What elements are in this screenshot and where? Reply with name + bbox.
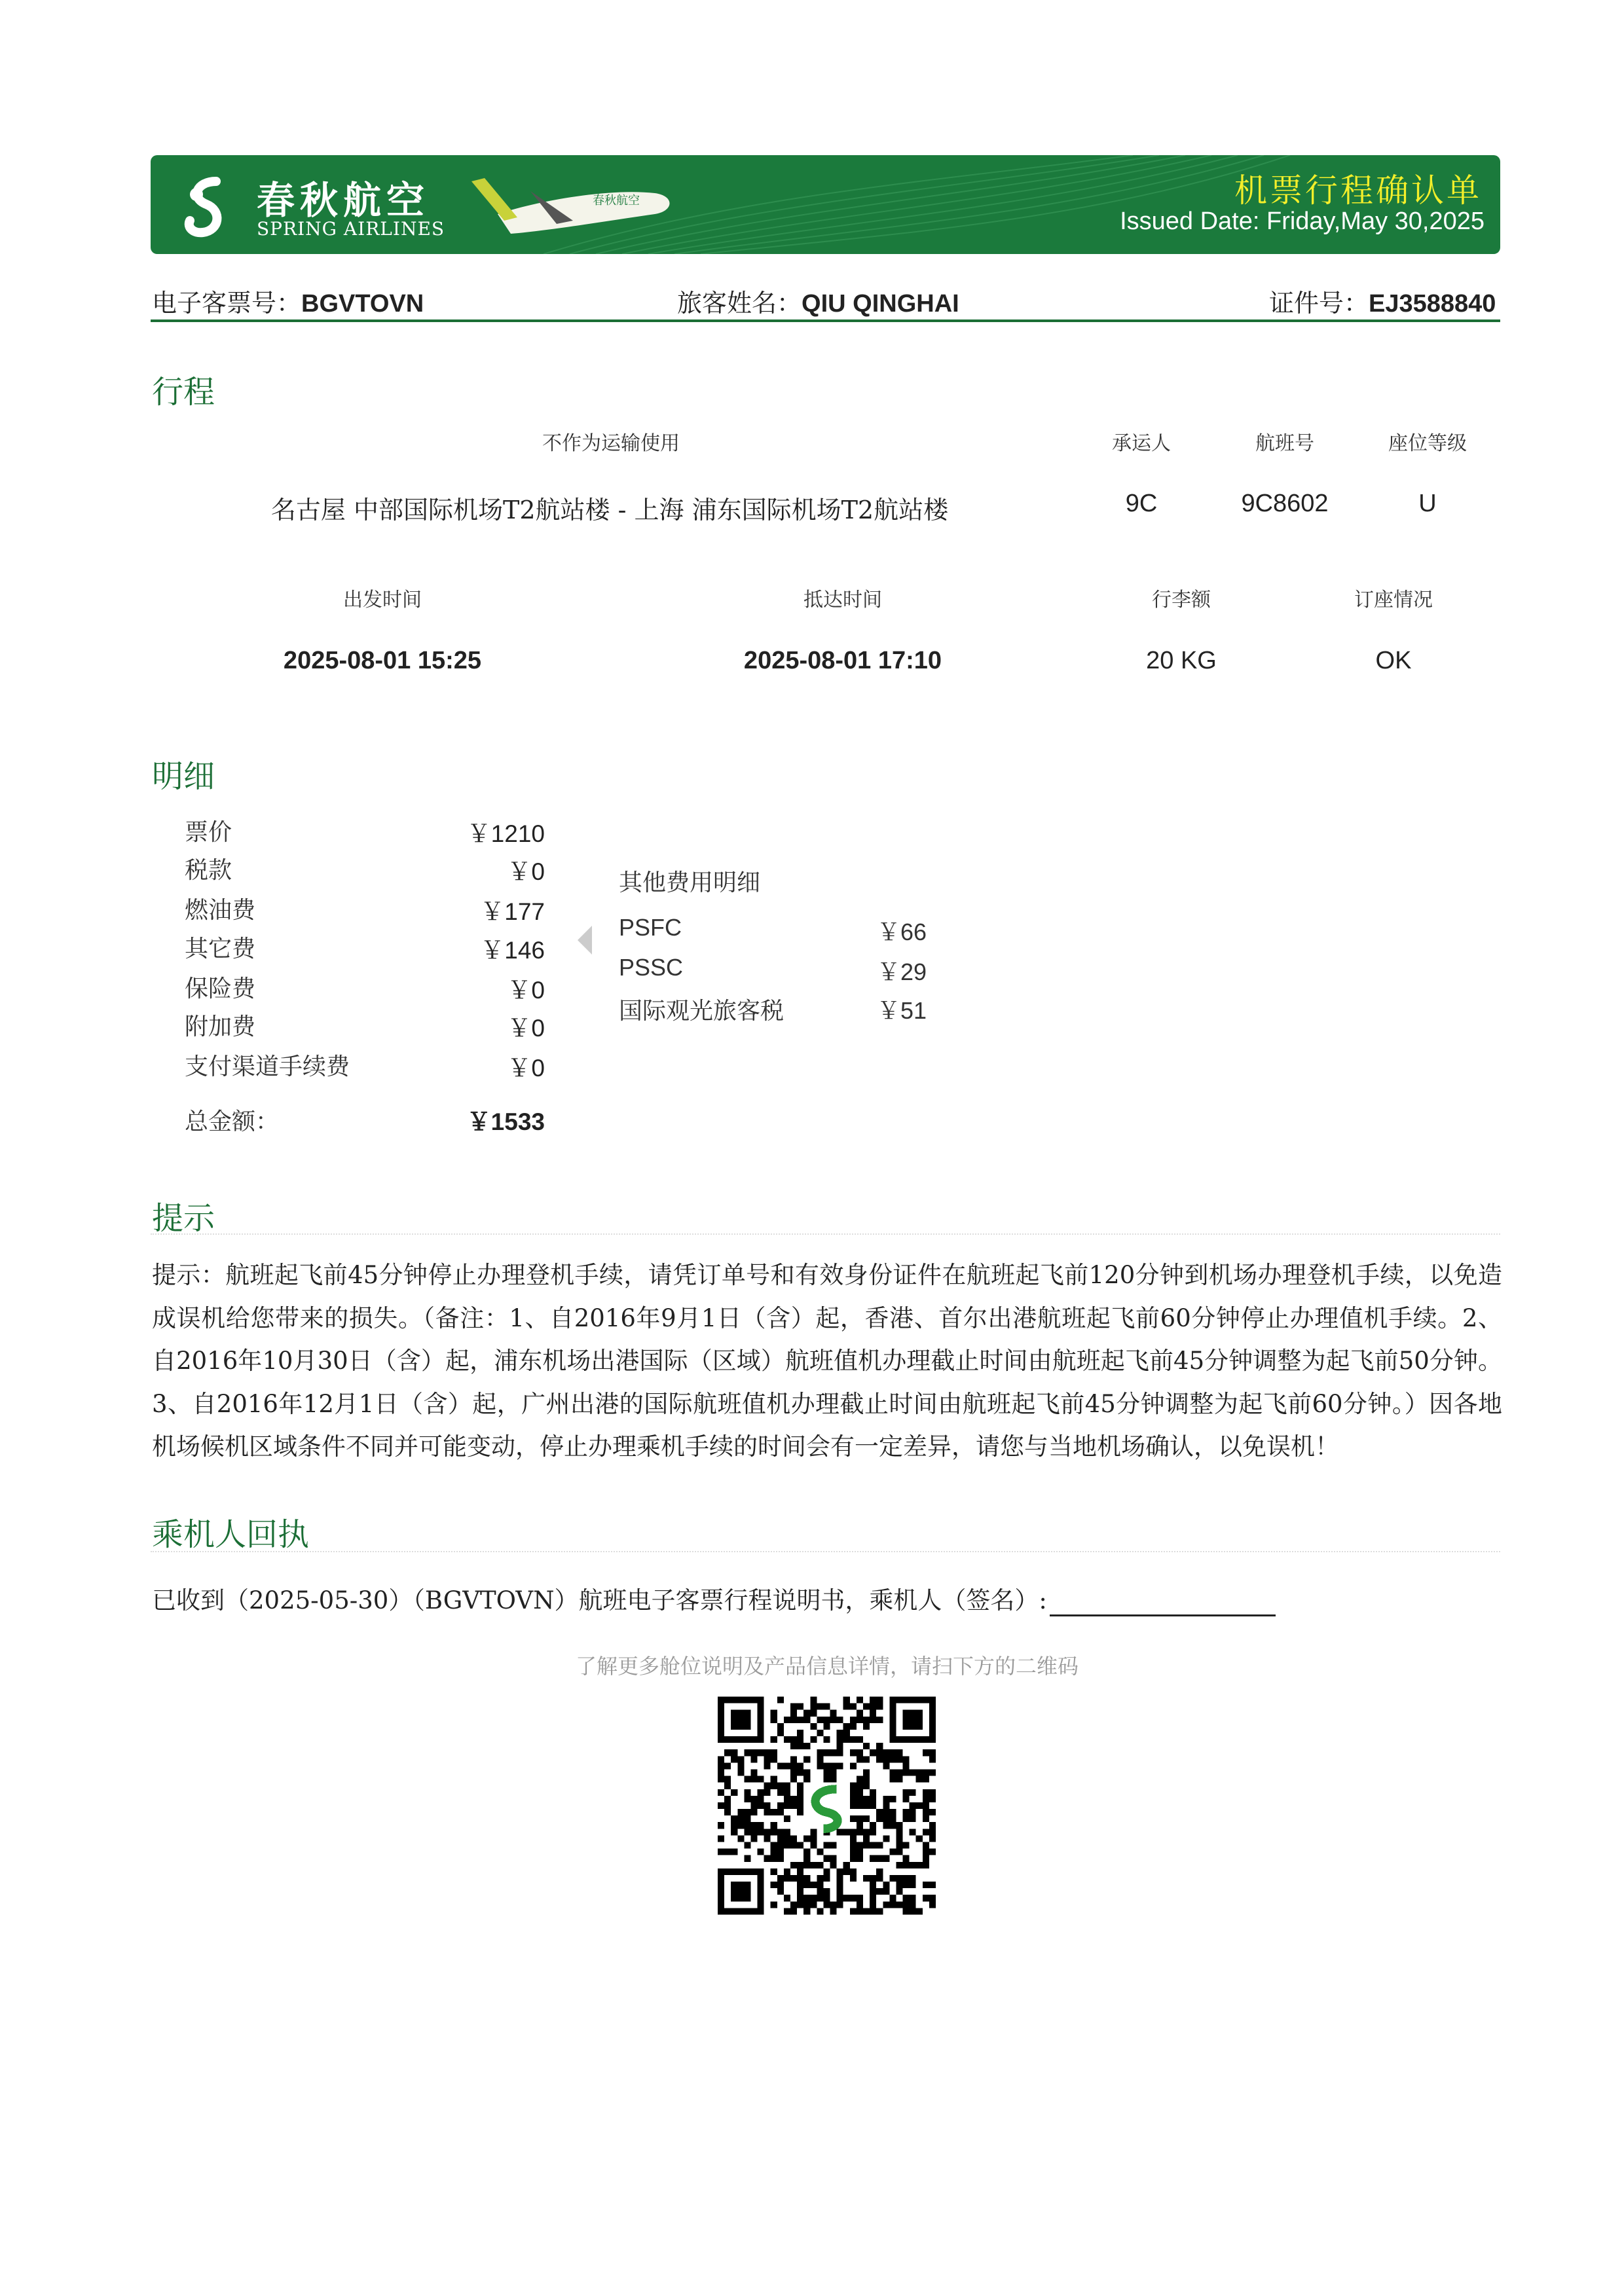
svg-text:春秋航空: 春秋航空	[593, 194, 640, 208]
airplane-image	[458, 175, 681, 247]
not-for-transport-note: 不作为运输使用	[542, 432, 680, 455]
divider	[151, 1233, 1500, 1235]
baggage-label: 行李额	[1152, 589, 1211, 611]
booking-status-label: 订座情况	[1354, 589, 1433, 611]
fee-label: 支付渠道手续费	[185, 1053, 350, 1080]
arrival-time: 2025-08-01 17:10	[743, 647, 942, 674]
receipt-heading: 乘机人回执	[152, 1516, 310, 1553]
class-value: U	[1418, 490, 1437, 517]
ticket-number	[152, 283, 424, 319]
flight-value: 9C8602	[1241, 490, 1329, 517]
booking-status: OK	[1375, 647, 1412, 674]
document-title: 机票行程确认单	[1234, 172, 1482, 210]
spring-logo-icon	[177, 175, 242, 240]
divider	[151, 319, 1500, 322]
flight-label: 航班号	[1255, 432, 1314, 455]
route: 名古屋 中部国际机场T2航站楼 - 上海 浦东国际机场T2航站楼	[270, 496, 949, 524]
total-label: 总金额：	[185, 1108, 280, 1135]
name-label: 旅客姓名：	[677, 289, 802, 318]
baggage-value: 20 KG	[1146, 647, 1217, 674]
ticket-label: 电子客票号：	[152, 289, 302, 318]
qr-code[interactable]	[718, 1696, 936, 1916]
fee-value: ￥0	[507, 1055, 545, 1082]
fee-label: 保险费	[185, 975, 256, 1002]
other-fee-value: ￥51	[877, 997, 927, 1024]
arrival-label: 抵达时间	[803, 589, 882, 611]
fee-label: 税款	[185, 857, 232, 884]
fee-label: 票价	[185, 819, 232, 846]
fee-label: 燃油费	[185, 897, 256, 924]
carrier-value: 9C	[1125, 490, 1158, 517]
fee-label: 其它费	[185, 936, 256, 962]
fee-label: 附加费	[185, 1013, 256, 1040]
departure-label: 出发时间	[343, 589, 422, 611]
fee-value: ￥0	[507, 1015, 545, 1042]
itinerary-heading: 行程	[152, 374, 215, 410]
logo-english: SPRING AIRLINES	[257, 218, 445, 240]
header-banner	[151, 155, 1500, 254]
other-fees-heading: 其他费用明细	[619, 869, 761, 896]
tips-heading: 提示	[152, 1200, 215, 1237]
collapse-arrow-icon	[576, 924, 593, 956]
class-label: 座位等级	[1388, 432, 1467, 455]
fee-value: ￥177	[480, 898, 545, 925]
name-value: QIU QINGHAI	[802, 290, 959, 318]
carrier-label: 承运人	[1112, 432, 1171, 455]
issued-date: Issued Date: Friday,May 30,2025	[1120, 208, 1485, 235]
fee-value: ￥0	[507, 858, 545, 885]
receipt-statement: 已收到（2025-05-30）（BGVTOVN）航班电子客票行程说明书，乘机人（签名）:	[152, 1586, 1047, 1614]
logo-chinese: 春秋航空	[257, 178, 430, 223]
fee-value: ￥146	[480, 937, 545, 964]
receipt-text	[152, 1580, 1276, 1616]
other-fee-label: PSFC	[619, 914, 682, 941]
fee-value: ￥1210	[466, 820, 545, 847]
total-amount: ￥1533	[466, 1108, 545, 1135]
other-fee-label: PSSC	[619, 954, 684, 981]
passenger-name	[677, 283, 959, 319]
other-fee-label: 国际观光旅客税	[619, 997, 784, 1024]
ticket-value: BGVTOVN	[301, 290, 424, 318]
tips-text: 提示：航班起飞前45分钟停止办理登机手续，请凭订单号和有效身份证件在航班起飞前120分钟到机场办理登机手续，以免造成误机给您带来的损失。（备注：1、自2016年9月1日（含）起，香港、首尔出港航班起飞前60分钟停止办理值机手续。2、自2016年10月30日（含）起，浦东机场出港国际（区域）航班值机办理截止时间由航班起飞前45分钟调整为起飞前50分钟。3、自2016年12月1日（含）起，广州出港的国际航班值机办理截止时间由航班起飞前45分钟调整为起飞前60分钟。）因各地机场候机区域条件不同并可能变动，停止办理乘机手续的时间会有一定差异，请您与当地机场确认，以免误机！	[152, 1261, 1502, 1461]
signature-line	[1050, 1586, 1276, 1616]
id-number	[1269, 283, 1496, 319]
id-label: 证件号：	[1269, 289, 1369, 318]
departure-time: 2025-08-01 15:25	[283, 647, 482, 674]
other-fee-value: ￥66	[877, 919, 927, 945]
other-fee-value: ￥29	[877, 958, 927, 985]
id-value: EJ3588840	[1369, 290, 1496, 318]
details-heading: 明细	[152, 758, 215, 795]
fee-value: ￥0	[507, 977, 545, 1004]
divider	[151, 1551, 1500, 1552]
qr-caption: 了解更多舱位说明及产品信息详情，请扫下方的二维码	[575, 1654, 1079, 1679]
